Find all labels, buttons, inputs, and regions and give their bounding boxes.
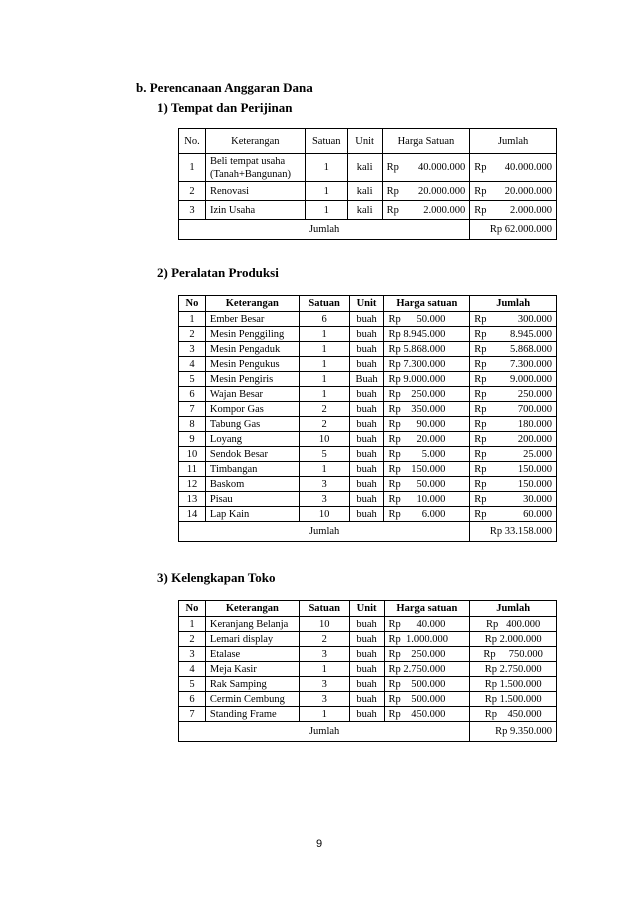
cell-jumlah [470,402,557,417]
cell-no: 1 [179,312,206,327]
cell-keterangan: Baskom [205,477,299,492]
cell-harga: Rp 450.000 [384,707,470,722]
cell-harga: Rp 500.000 [384,692,470,707]
cell-no: 3 [179,201,206,220]
cell-no: 7 [179,707,206,722]
cell-harga: Rp 50.000 [384,477,470,492]
cell-jumlah [470,447,557,462]
table-row [179,342,557,357]
table-row [179,372,557,387]
cell-unit: buah [349,507,384,522]
table-row [179,647,557,662]
cell-keterangan [205,154,305,182]
cell-no: 5 [179,372,206,387]
cell-jumlah [470,507,557,522]
cell-keterangan: Mesin Pengukus [205,357,299,372]
cell-keterangan-line1: Beli tempat usaha [209,155,286,167]
cell-jumlah-value: 60.000 [523,508,552,520]
cell-harga-value: 40.000.000 [418,162,466,173]
cell-unit: buah [349,432,384,447]
rp-label: Rp [474,448,487,460]
cell-harga-value: 20.000.000 [418,185,466,197]
cell-no: 4 [179,357,206,372]
cell-no: 9 [179,432,206,447]
cell-jumlah-value: 700.000 [517,403,552,415]
cell-keterangan: Loyang [205,432,299,447]
cell-unit: buah [349,387,384,402]
cell-jumlah-value: 7.300.000 [510,358,552,370]
cell-keterangan: Wajan Besar [205,387,299,402]
cell-jumlah [470,357,557,372]
cell-jumlah-value: 2.000.000 [510,204,552,216]
cell-harga: Rp 8.945.000 [384,327,470,342]
cell-harga: Rp 20.000 [384,432,470,447]
cell-harga: Rp 90.000 [384,417,470,432]
cell-harga: Rp 250.000 [384,647,470,662]
cell-unit: buah [349,462,384,477]
table-row [179,692,557,707]
rp-label: Rp [474,313,487,325]
cell-jumlah: Rp 400.000 [470,617,557,632]
table-row [179,632,557,647]
cell-keterangan: Izin Usaha [205,201,305,220]
cell-satuan: 6 [299,312,349,327]
cell-unit: buah [349,617,384,632]
cell-no: 3 [179,647,206,662]
cell-harga [382,154,470,182]
cell-unit: buah [349,342,384,357]
table-row [179,492,557,507]
cell-jumlah [470,477,557,492]
cell-satuan: 3 [299,477,349,492]
cell-no: 13 [179,492,206,507]
table-kelengkapan-toko [178,600,557,742]
table-row [179,462,557,477]
subsection-title-tempat: 1) Tempat dan Perijinan [157,100,293,115]
table-row [179,201,557,220]
cell-harga: Rp 40.000 [384,617,470,632]
cell-keterangan: Ember Besar [205,312,299,327]
cell-harga: Rp 10.000 [384,492,470,507]
header-unit: Unit [349,601,384,617]
cell-satuan: 2 [299,402,349,417]
cell-jumlah [470,372,557,387]
total-row [179,220,557,240]
cell-jumlah-value: 20.000.000 [504,185,552,197]
cell-unit: buah [349,327,384,342]
cell-no: 2 [179,182,206,201]
cell-no: 1 [179,154,206,182]
table-row [179,417,557,432]
table-row [179,617,557,632]
rp-label: Rp [474,373,487,385]
page-number: 9 [315,838,323,850]
header-harga: Harga Satuan [382,129,470,154]
cell-no: 2 [179,632,206,647]
rp-label: Rp [474,478,487,490]
cell-no: 14 [179,507,206,522]
cell-satuan: 2 [299,417,349,432]
cell-jumlah [470,327,557,342]
cell-harga [382,201,470,220]
total-label: Jumlah [179,722,470,742]
cell-harga: Rp 2.750.000 [384,662,470,677]
cell-jumlah [470,154,557,182]
cell-keterangan: Standing Frame [205,707,299,722]
cell-jumlah-value: 250.000 [517,388,552,400]
header-unit: Unit [347,129,382,154]
cell-no: 10 [179,447,206,462]
cell-keterangan: Etalase [205,647,299,662]
table-row [179,432,557,447]
cell-no: 1 [179,617,206,632]
cell-jumlah-value: 180.000 [517,418,552,430]
cell-keterangan-line2: (Tanah+Bangunan) [209,168,291,180]
header-no: No [179,296,206,312]
header-satuan: Satuan [299,296,349,312]
rp-label: Rp [386,162,399,173]
cell-satuan: 1 [299,462,349,477]
cell-keterangan: Mesin Penggiling [205,327,299,342]
cell-satuan: 10 [299,617,349,632]
header-jumlah: Jumlah [470,129,557,154]
rp-label: Rp [474,493,487,505]
subsection-title-kelengkapan: 3) Kelengkapan Toko [157,570,276,585]
header-no: No [179,601,206,617]
table-row [179,182,557,201]
cell-satuan: 10 [299,432,349,447]
cell-jumlah [470,342,557,357]
table-row [179,677,557,692]
cell-jumlah-value: 150.000 [517,463,552,475]
table-peralatan-produksi [178,295,557,542]
header-unit: Unit [349,296,384,312]
rp-label: Rp [474,204,487,216]
cell-satuan: 5 [299,447,349,462]
table-row [179,327,557,342]
cell-unit: kali [347,182,382,201]
cell-no: 4 [179,662,206,677]
cell-jumlah: Rp 2.000.000 [470,632,557,647]
cell-no: 3 [179,342,206,357]
cell-jumlah-value: 150.000 [517,478,552,490]
cell-unit: kali [347,154,382,182]
cell-satuan: 1 [299,387,349,402]
cell-jumlah: Rp 450.000 [470,707,557,722]
total-value: Rp 62.000.000 [470,220,557,240]
cell-harga: Rp 9.000.000 [384,372,470,387]
cell-harga: Rp 150.000 [384,462,470,477]
table-row [179,154,557,182]
cell-jumlah-value: 200.000 [517,433,552,445]
cell-unit: buah [349,477,384,492]
cell-keterangan: Tabung Gas [205,417,299,432]
cell-keterangan: Keranjang Belanja [205,617,299,632]
header-no: No. [179,129,206,154]
total-row [179,722,557,742]
total-label: Jumlah [179,522,470,542]
cell-satuan: 2 [299,632,349,647]
cell-no: 11 [179,462,206,477]
cell-unit: buah [349,692,384,707]
rp-label: Rp [474,508,487,520]
subsection-title-peralatan: 2) Peralatan Produksi [157,265,279,280]
cell-harga: Rp 250.000 [384,387,470,402]
cell-unit: buah [349,402,384,417]
cell-no: 8 [179,417,206,432]
table-row [179,477,557,492]
cell-jumlah-value: 40.000.000 [504,162,552,173]
cell-keterangan: Lemari display [205,632,299,647]
cell-satuan: 1 [299,342,349,357]
table-row [179,447,557,462]
cell-satuan: 1 [299,357,349,372]
total-row [179,522,557,542]
table-row [179,507,557,522]
cell-no: 12 [179,477,206,492]
cell-keterangan: Cermin Cembung [205,692,299,707]
table-row [179,357,557,372]
cell-satuan: 1 [299,707,349,722]
cell-harga: Rp 6.000 [384,507,470,522]
table-row [179,707,557,722]
cell-jumlah-value: 300.000 [517,313,552,325]
rp-label: Rp [386,204,399,216]
cell-harga: Rp 5.868.000 [384,342,470,357]
cell-unit: buah [349,447,384,462]
cell-unit: buah [349,632,384,647]
cell-keterangan: Mesin Pengaduk [205,342,299,357]
rp-label: Rp [474,463,487,475]
cell-unit: buah [349,677,384,692]
header-keterangan: Keterangan [205,601,299,617]
table-tempat-perijinan [178,128,557,240]
cell-jumlah: Rp 2.750.000 [470,662,557,677]
cell-unit: Buah [349,372,384,387]
total-label: Jumlah [179,220,470,240]
cell-no: 6 [179,692,206,707]
table-row [179,662,557,677]
cell-jumlah [470,387,557,402]
cell-harga: Rp 350.000 [384,402,470,417]
cell-harga-value: 2.000.000 [423,204,466,216]
rp-label: Rp [386,185,399,197]
cell-jumlah-value: 8.945.000 [510,328,552,340]
cell-satuan: 3 [299,692,349,707]
header-keterangan: Keterangan [205,129,305,154]
cell-harga: Rp 7.300.000 [384,357,470,372]
cell-jumlah [470,417,557,432]
header-jumlah: Jumlah [470,601,557,617]
cell-no: 7 [179,402,206,417]
rp-label: Rp [474,185,487,197]
rp-label: Rp [474,388,487,400]
cell-unit: buah [349,662,384,677]
cell-jumlah [470,312,557,327]
rp-label: Rp [474,343,487,355]
cell-keterangan: Renovasi [205,182,305,201]
cell-keterangan: Kompor Gas [205,402,299,417]
rp-label: Rp [474,418,487,430]
cell-harga: Rp 5.000 [384,447,470,462]
cell-satuan: 3 [299,647,349,662]
total-value: Rp 33.158.000 [470,522,557,542]
cell-jumlah [470,432,557,447]
cell-jumlah-value: 30.000 [523,493,552,505]
table-row [179,387,557,402]
cell-keterangan: Meja Kasir [205,662,299,677]
cell-keterangan: Lap Kain [205,507,299,522]
cell-jumlah: Rp 750.000 [470,647,557,662]
cell-unit: kali [347,201,382,220]
cell-jumlah [470,201,557,220]
rp-label: Rp [474,433,487,445]
cell-no: 6 [179,387,206,402]
cell-harga: Rp 500.000 [384,677,470,692]
cell-keterangan: Mesin Pengiris [205,372,299,387]
cell-unit: buah [349,417,384,432]
cell-jumlah-value: 5.868.000 [510,343,552,355]
cell-jumlah [470,492,557,507]
cell-satuan: 3 [299,677,349,692]
header-satuan: Satuan [299,601,349,617]
cell-unit: buah [349,492,384,507]
cell-jumlah [470,462,557,477]
header-harga: Harga satuan [384,601,470,617]
header-satuan: Satuan [305,129,347,154]
cell-unit: buah [349,647,384,662]
cell-satuan: 1 [299,662,349,677]
table-row [179,402,557,417]
cell-jumlah: Rp 1.500.000 [470,677,557,692]
table-row [179,312,557,327]
cell-keterangan: Pisau [205,492,299,507]
rp-label: Rp [474,328,487,340]
cell-satuan: 3 [299,492,349,507]
rp-label: Rp [474,358,487,370]
rp-label: Rp [474,162,487,173]
cell-jumlah-value: 25.000 [523,448,552,460]
cell-harga: Rp 1.000.000 [384,632,470,647]
header-jumlah: Jumlah [470,296,557,312]
cell-satuan: 1 [299,327,349,342]
cell-no: 2 [179,327,206,342]
rp-label: Rp [474,403,487,415]
header-keterangan: Keterangan [205,296,299,312]
cell-keterangan: Rak Samping [205,677,299,692]
cell-jumlah: Rp 1.500.000 [470,692,557,707]
cell-satuan: 1 [299,372,349,387]
section-title: b. Perencanaan Anggaran Dana [136,80,313,95]
cell-keterangan: Sendok Besar [205,447,299,462]
cell-satuan: 1 [305,182,347,201]
cell-harga: Rp 50.000 [384,312,470,327]
cell-satuan: 10 [299,507,349,522]
header-harga: Harga satuan [384,296,470,312]
cell-jumlah-value: 9.000.000 [510,373,552,385]
cell-jumlah [470,182,557,201]
cell-satuan: 1 [305,154,347,182]
total-value: Rp 9.350.000 [470,722,557,742]
cell-satuan: 1 [305,201,347,220]
cell-unit: buah [349,357,384,372]
cell-unit: buah [349,707,384,722]
cell-harga [382,182,470,201]
cell-no: 5 [179,677,206,692]
cell-keterangan: Timbangan [205,462,299,477]
cell-unit: buah [349,312,384,327]
